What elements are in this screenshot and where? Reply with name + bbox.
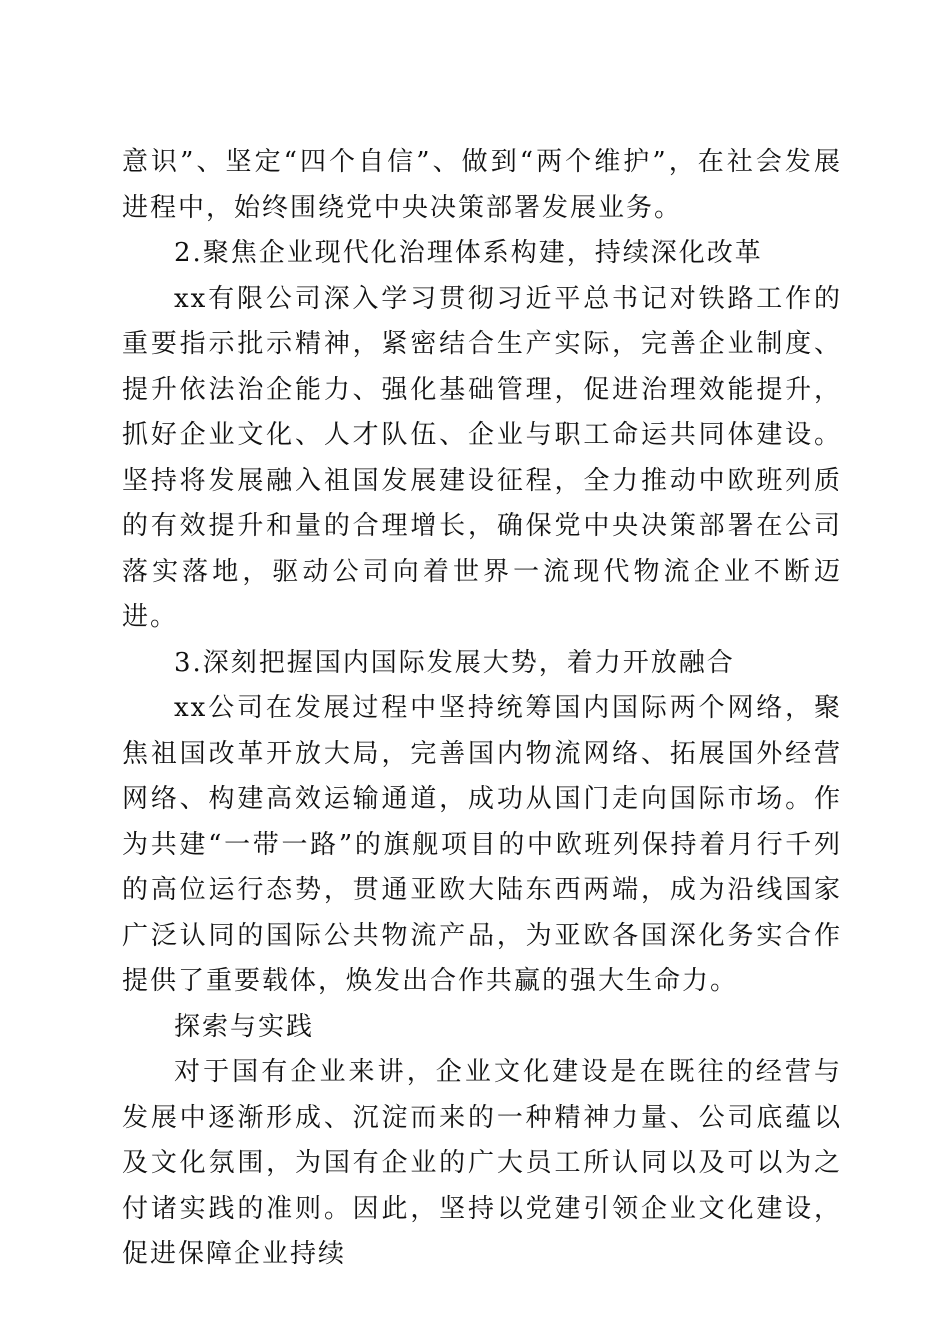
document-body bbox=[122, 140, 842, 1278]
section-heading-practice: 探索与实践 bbox=[174, 1011, 315, 1042]
section-heading-2: 2.聚焦企业现代化治理体系构建，持续深化改革 bbox=[174, 238, 763, 268]
paragraph-international: xx公司在发展过程中坚持统筹国内国际两个网络，聚焦祖国改革开放大局，完善国内物流网络、拓展国外经营网络、构建高效运输通道，成功从国门走向国际市场。作为共建“一带一路”的旗舰项目的中欧班列保持着月行千列的高位运行态势，贯通亚欧大陆东西两端，成为沿线国家广泛认同的国际公共物流产品，为亚欧各国深化务实合作提供了重要载体，焕发出合作共赢的强大生命力。 bbox=[122, 693, 842, 996]
paragraph-governance: xx有限公司深入学习贯彻习近平总书记对铁路工作的重要指示批示精神，紧密结合生产实际，完善企业制度、提升依法治企能力、强化基础管理，促进治理效能提升，抓好企业文化、人才队伍、企业与职工命运共同体建设。坚持将发展融入祖国发展建设征程，全力推动中欧班列质的有效提升和量的合理增长，确保党中央决策部署在公司落实落地，驱动公司向着世界一流现代物流企业不断迈进。 bbox=[122, 283, 842, 632]
section-heading-3: 3.深刻把握国内国际发展大势，着力开放融合 bbox=[174, 647, 735, 678]
paragraph-culture: 对于国有企业来讲，企业文化建设是在既往的经营与发展中逐渐形成、沉淀而来的一种精神力量、公司底蕴以及文化氛围，为国有企业的广大员工所认同以及可以为之付诸实践的准则。因此，坚持以党建引领企业文化建设，促进保障企业持续 bbox=[122, 1057, 842, 1269]
paragraph-continuation: 意识”、坚定“四个自信”、做到“两个维护”，在社会发展进程中，始终围绕党中央决策部署发展业务。 bbox=[122, 147, 842, 223]
